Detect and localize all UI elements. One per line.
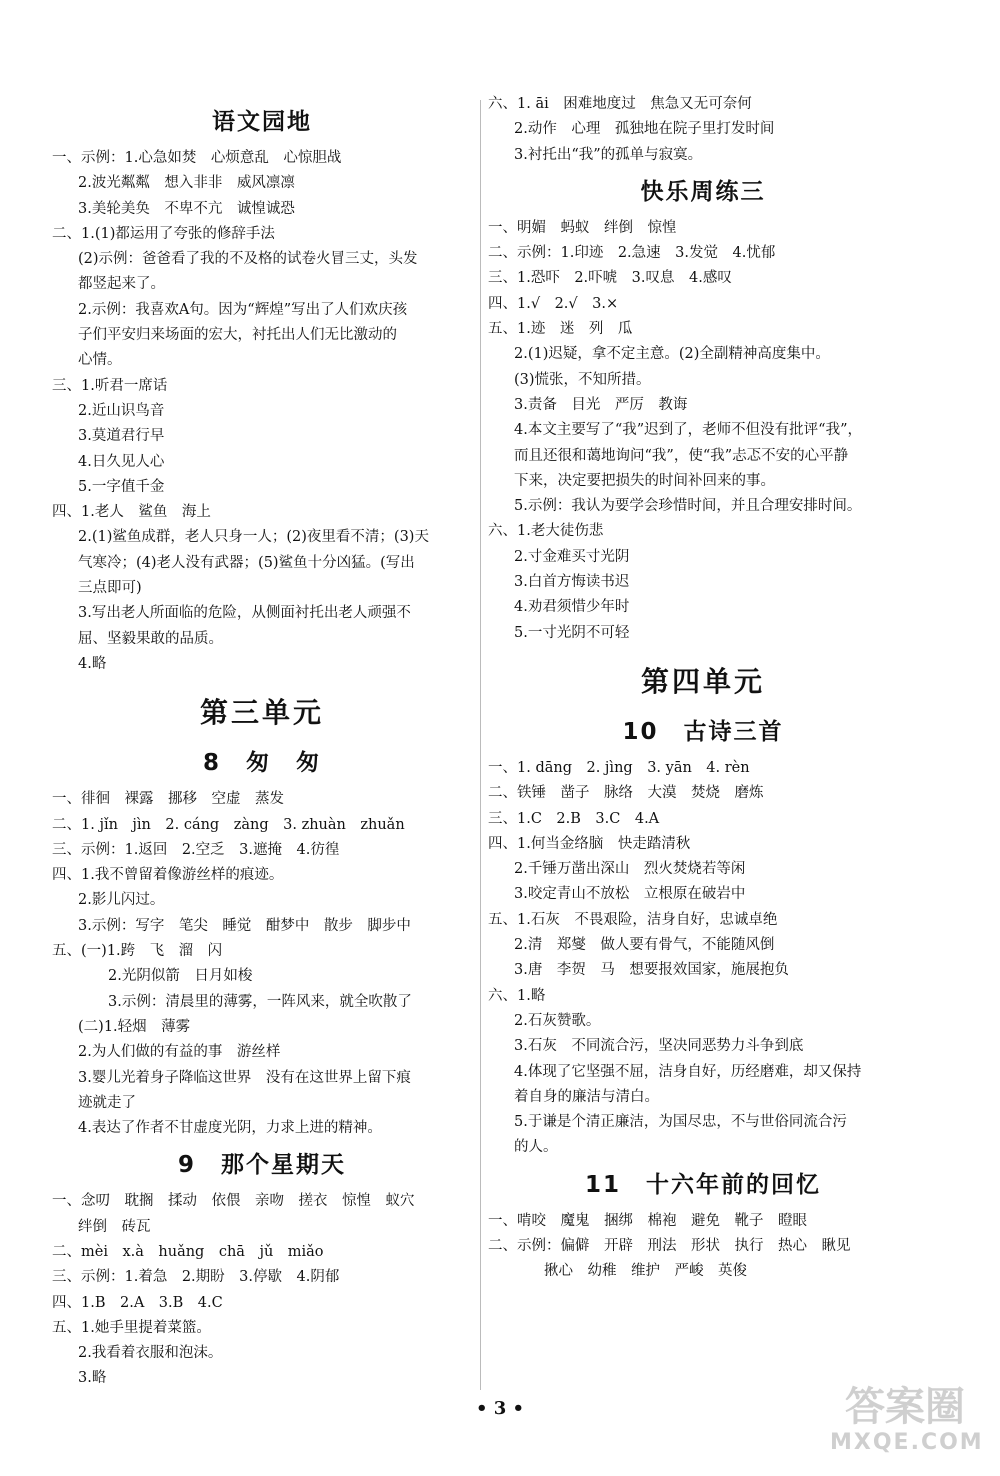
answer-line: 三、1.恐吓 2.吓唬 3.叹息 4.感叹 (488, 270, 732, 287)
answer-line: 3.石灰 不同流合污，坚决同恶势力斗争到底 (514, 1038, 804, 1055)
answer-line: 2.近山识鸟音 (78, 402, 165, 419)
section-body-gushi-sanshou (488, 756, 918, 1161)
answer-line: 2.(1)迟疑，拿不定主意。(2)全副精神高度集中。 (514, 346, 830, 363)
answer-line: 都竖起来了。 (78, 276, 165, 293)
answer-line: (3)慌张，不知所措。 (514, 371, 651, 388)
answer-line: 3.写出老人所面临的危险，从侧面衬托出老人顽强不 (78, 605, 411, 622)
answer-line: 2.波光粼粼 想入非非 威风凛凛 (78, 175, 295, 192)
answer-line: 四、1.老人 鲨鱼 海上 (52, 504, 211, 521)
watermark-logo (830, 1384, 984, 1465)
section-title-yuwen-yuandi: 语文园地 (212, 109, 312, 135)
section-body-yuwen-yuandi (52, 146, 472, 677)
unit-title-3: 第三单元 (199, 696, 324, 730)
answer-line: 一、啃咬 魔鬼 捆绑 棉袍 避免 靴子 瞪眼 (488, 1212, 807, 1229)
unit-title-4: 第四单元 (640, 664, 765, 698)
answer-line: 4.劝君须惜少年时 (514, 599, 630, 616)
answer-line: 迹就走了 (78, 1094, 136, 1111)
answer-line: 一、念叨 耽搁 揉动 依偎 亲吻 搓衣 惊惶 蚁穴 (52, 1193, 415, 1210)
answer-line: 着自身的廉洁与清白。 (514, 1088, 659, 1105)
answer-line: 四、1.何当金络脑 快走踏清秋 (488, 835, 691, 852)
answer-line: 五、(一)1.跨 飞 溜 闪 (52, 943, 223, 960)
section-body-congcong (52, 787, 472, 1141)
answer-line: 六、1. āi 困难地度过 焦急又无可奈何 (488, 96, 752, 112)
answer-line: 3.白首方悔读书迟 (514, 574, 630, 591)
answer-line: 子们平安归来场面的宏大，衬托出人们无比激动的 (78, 327, 397, 344)
answer-line: 一、徘徊 裸露 挪移 空虚 蒸发 (52, 791, 284, 808)
answer-line: 3.婴儿光着身子降临这世界 没有在这世界上留下痕 (78, 1069, 411, 1086)
section-body-kuaile-zhoulian-3 (488, 216, 918, 646)
answer-line: 2.寸金难买寸光阴 (514, 548, 630, 565)
answer-line: 2.光阴似箭 日月如梭 (108, 968, 253, 985)
answer-line: 四、1.我不曾留着像游丝样的痕迹。 (52, 867, 284, 884)
answer-line: 二、铁锤 凿子 脉络 大漠 焚烧 磨炼 (488, 785, 764, 802)
answer-line: 五、1.迹 迷 列 瓜 (488, 321, 633, 338)
section-title-kuaile-zhoulian-3: 快乐周练三 (640, 178, 766, 205)
answer-line: 2.动作 心理 孤独地在院子里打发时间 (514, 121, 775, 138)
right-column (488, 92, 918, 1285)
answer-line: 5.一字值千金 (78, 478, 165, 495)
answer-line: 3.衬托出“我”的孤单与寂寞。 (514, 146, 703, 163)
answer-line: 三、1.C 2.B 3.C 4.A (488, 810, 660, 827)
answer-line: 一、1. dāng 2. jìng 3. yān 4. rèn (488, 759, 750, 776)
answer-line: 一、明媚 蚂蚁 绊倒 惊惶 (488, 219, 677, 236)
answer-line: 2.千锤万凿出深山 烈火焚烧若等闲 (514, 861, 746, 878)
answer-line: 2.示例：我喜欢A句。因为“辉煌”写出了人们欢庆孩 (78, 301, 408, 318)
answer-line: 五、1.她手里提着菜篮。 (52, 1319, 211, 1336)
answer-line: 屈、坚毅果敢的品质。 (78, 630, 223, 647)
answer-line: 三点即可) (78, 580, 142, 597)
answer-line: 揪心 幼稚 维护 严峻 英俊 (544, 1263, 747, 1280)
answer-line: 二、示例：偏僻 开辟 刑法 形状 执行 热心 瞅见 (488, 1237, 851, 1254)
answer-line: 4.日久见人心 (78, 453, 165, 470)
answer-line: 三、示例：1.着急 2.期盼 3.停歇 4.阴郁 (52, 1269, 340, 1286)
answer-line: 绊倒 砖瓦 (78, 1218, 151, 1235)
answer-line: 二、示例：1.印迹 2.急速 3.发觉 4.忧郁 (488, 245, 776, 262)
answer-line: 3.示例：清晨里的薄雾，一阵风来，就全吹散了 (108, 993, 412, 1010)
answer-line: 5.示例：我认为要学会珍惜时间，并且合理安排时间。 (514, 498, 862, 515)
answer-line: 3.唐 李贺 马 想要报效国家，施展抱负 (514, 962, 789, 979)
column-divider (480, 100, 481, 1390)
answer-line: 3.莫道君行早 (78, 428, 165, 445)
answer-line: 2.石灰赞歌。 (514, 1012, 601, 1029)
answer-line: 2.清 郑燮 做人要有骨气，不能随风倒 (514, 937, 775, 954)
section-title-na-ge-xingqitian: 9 那个星期天 (177, 1152, 346, 1179)
answer-line: 2.影儿闪过。 (78, 892, 165, 909)
answer-line: 五、1.石灰 不畏艰险，洁身自好，忠诚卓绝 (488, 911, 778, 928)
answer-line: 4.体现了它坚强不屈，洁身自好，历经磨难，却又保持 (514, 1063, 862, 1080)
answer-line: 3.略 (78, 1370, 107, 1387)
answer-line: 5.于谦是个清正廉洁，为国尽忠，不与世俗同流合污 (514, 1114, 847, 1131)
page-number: • 3 • (475, 1398, 525, 1419)
answer-line: 三、1.听君一席话 (52, 377, 168, 394)
answer-line: 三、示例：1.返回 2.空乏 3.遮掩 4.彷徨 (52, 841, 340, 858)
section-body-shiliu-nian-qian-de-huiyi (488, 1209, 918, 1285)
answer-line: 2.我看着衣服和泡沫。 (78, 1345, 223, 1362)
answer-line: (二)1.轻烟 薄雾 (78, 1018, 191, 1035)
answer-line: 二、1.(1)都运用了夸张的修辞手法 (52, 225, 275, 242)
section-title-congcong: 8 匆 匆 (202, 750, 321, 777)
answer-line: 4.本文主要写了“我”迟到了，老师不但没有批评“我”， (514, 422, 862, 439)
answer-line: 下来，决定要把损失的时间补回来的事。 (514, 472, 775, 489)
answer-line: (2)示例：爸爸看了我的不及格的试卷火冒三丈，头发 (78, 251, 418, 268)
watermark-url: MXQE.COM (830, 1430, 984, 1455)
answer-line: 4.表达了作者不甘虚度光阴，力求上进的精神。 (78, 1120, 382, 1137)
answer-line: 3.示例：写字 笔尖 睡觉 酣梦中 散步 脚步中 (78, 917, 411, 934)
section-title-gushi-sanshou: 10 古诗三首 (622, 718, 784, 745)
answer-line: 4.略 (78, 655, 107, 672)
left-column (52, 98, 472, 1392)
section-title-shiliu-nian-qian-de-huiyi: 11 十六年前的回忆 (584, 1171, 821, 1198)
answer-line: 四、1.B 2.A 3.B 4.C (52, 1294, 223, 1311)
answer-line: 一、示例：1.心急如焚 心烦意乱 心惊胆战 (52, 150, 342, 166)
watermark-text: 答案圈 (845, 1384, 965, 1430)
answer-line: 3.咬定青山不放松 立根原在破岩中 (514, 886, 746, 903)
section-body-na-ge-xingqitian (52, 1189, 472, 1391)
answer-line: 2.(1)鲨鱼成群，老人只身一人；(2)夜里看不清；(3)天 (78, 529, 429, 546)
answer-line: 心情。 (78, 352, 122, 369)
answer-line: 四、1.√ 2.√ 3.× (488, 295, 619, 312)
answer-line: 二、mèi x.à huǎng chā jǔ miǎo (52, 1243, 324, 1260)
continued-answers (488, 92, 918, 168)
answer-line: 而且还很和蔼地询问“我”，使“我”忐忑不安的心平静 (514, 447, 849, 464)
answer-line: 二、1. jǐn jìn 2. cáng zàng 3. zhuàn zhuǎn (52, 816, 405, 833)
answer-line: 5.一寸光阴不可轻 (514, 624, 630, 641)
answer-line: 的人。 (514, 1139, 558, 1156)
answer-line: 六、1.略 (488, 987, 546, 1004)
answer-line: 3.责备 目光 严厉 教诲 (514, 396, 688, 413)
answer-line: 六、1.老大徒伤悲 (488, 523, 604, 540)
answer-line: 3.美轮美奂 不卑不亢 诚惶诚恐 (78, 200, 295, 217)
answer-line: 气寒冷；(4)老人没有武器；(5)鲨鱼十分凶猛。(写出 (78, 554, 415, 571)
answer-line: 2.为人们做的有益的事 游丝样 (78, 1044, 281, 1061)
